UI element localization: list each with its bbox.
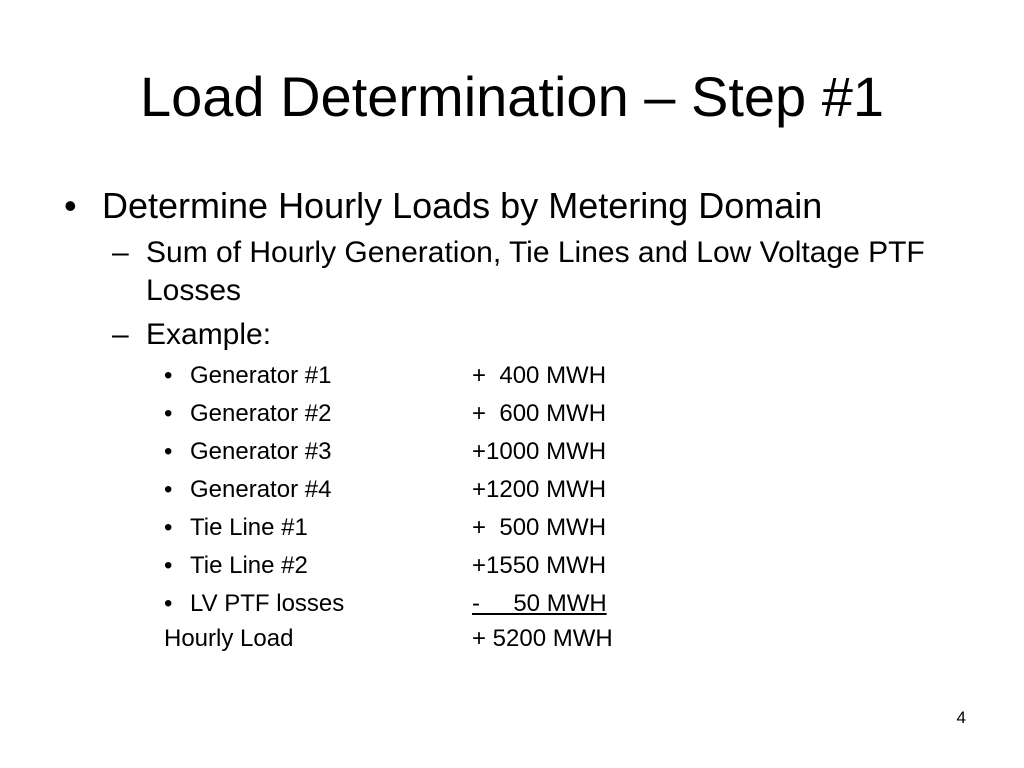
item-label: Tie Line #2 (190, 552, 308, 579)
item-label: Generator #2 (190, 400, 332, 427)
bullet-icon: • (164, 590, 173, 617)
total-value: + 5200 MWH (472, 625, 613, 652)
item-label: Tie Line #1 (190, 514, 308, 541)
list-item (164, 395, 684, 433)
dash-icon: – (112, 318, 129, 351)
slide-title: Load Determination – Step #1 (139, 65, 885, 128)
item-value: +1200 MWH (472, 476, 607, 503)
sub-bullet-text: Example: (146, 318, 272, 351)
list-item (164, 509, 684, 547)
item-label: Generator #4 (190, 476, 332, 503)
bullet-icon: • (164, 514, 173, 541)
item-value: +1000 MWH (472, 438, 607, 465)
main-bullet-text: Determine Hourly Loads by Metering Domain (102, 185, 823, 226)
item-label: LV PTF losses (190, 590, 345, 617)
page-number: 4 (956, 708, 966, 727)
item-value: + 400 MWH (472, 362, 607, 389)
list-item (164, 433, 684, 471)
item-value: + 600 MWH (472, 400, 607, 427)
bullet-icon: • (164, 400, 173, 427)
sub-bullet-text: Sum of Hourly Generation, Tie Lines and Low Voltage PTF Losses (146, 236, 925, 307)
list-item (164, 585, 684, 623)
item-value: +1550 MWH (472, 552, 607, 579)
list-item (164, 547, 684, 585)
item-label: Generator #1 (190, 362, 332, 389)
bullet-icon: • (64, 185, 77, 226)
total-label: Hourly Load (164, 625, 294, 652)
dash-icon: – (112, 236, 129, 269)
bullet-icon: • (164, 438, 173, 465)
item-value: + 500 MWH (472, 514, 607, 541)
bullet-icon: • (164, 362, 173, 389)
bullet-icon: • (164, 552, 173, 579)
item-value: - 50 MWH (472, 590, 607, 617)
list-item (164, 471, 684, 509)
bullet-icon: • (164, 476, 173, 503)
item-label: Generator #3 (190, 438, 332, 465)
total-row (164, 620, 684, 658)
list-item (164, 357, 684, 395)
